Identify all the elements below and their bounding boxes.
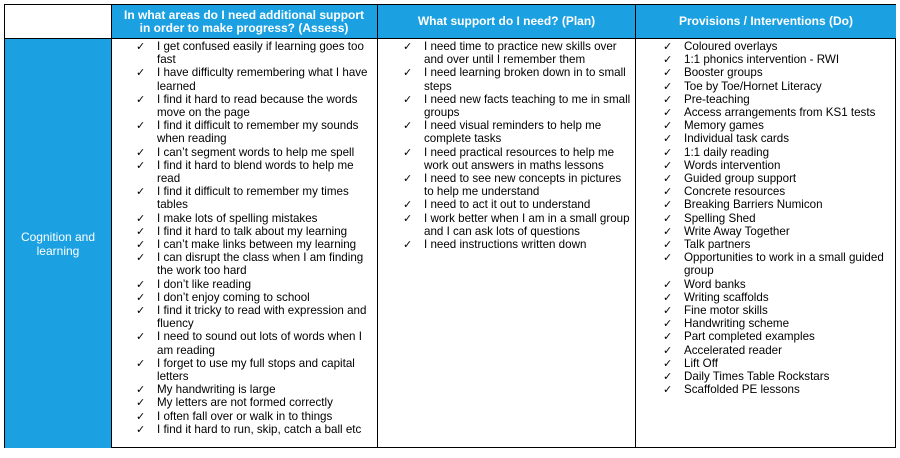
check-icon: ✓ [136,330,146,344]
check-icon: ✓ [663,132,673,146]
check-icon: ✓ [403,172,413,186]
list-item-text: I need new facts teaching to me in small groups [424,92,631,120]
check-icon: ✓ [663,92,673,106]
check-icon: ✓ [403,40,413,53]
check-icon: ✓ [136,119,146,133]
check-icon: ✓ [403,66,413,80]
provision-item [663,357,891,370]
check-icon: ✓ [663,172,673,186]
check-icon: ✓ [663,224,673,238]
list-item-text: I have difficulty remembering what I have learned [157,66,368,93]
header-blank-cell [5,5,111,38]
check-icon: ✓ [403,211,413,225]
provision-item [663,291,891,304]
provision-item [663,80,891,93]
provision-item [663,53,891,66]
col-divider-1 [111,5,112,447]
check-icon: ✓ [663,53,673,67]
list-item-text: I find it hard to talk about my learning [157,224,348,238]
check-icon: ✓ [663,251,673,265]
list-item-text: I need to see new concepts in pictures to help me understand [424,172,622,199]
list-item-text: Handwriting scheme [684,317,790,331]
check-icon: ✓ [663,277,673,291]
check-icon: ✓ [136,66,146,80]
provision-item [663,185,891,198]
list-item-text: Daily Times Table Rockstars [684,370,830,384]
provision-item [663,198,891,211]
list-item-text: Word banks [684,277,746,291]
check-icon: ✓ [136,251,146,265]
row-label-text: Cognition and learning [20,229,96,258]
list-item-text: Toe by Toe/Hornet Literacy [684,79,822,93]
list-item-text: Concrete resources [684,185,786,199]
check-icon: ✓ [663,370,673,384]
header-divider [5,38,895,39]
check-icon: ✓ [663,66,673,80]
assess-item [136,410,374,423]
check-icon: ✓ [136,396,146,410]
plan-list [403,40,631,251]
assess-item [136,357,374,383]
list-item-text: I can’t make links between my learning [157,238,357,252]
provision-item [663,304,891,317]
list-item-text: Individual task cards [684,132,790,146]
list-item-text: I find it hard to run, skip, catch a ball etc [157,422,362,436]
list-item-text: Memory games [684,119,764,133]
do-column [663,40,891,396]
check-icon: ✓ [663,145,673,159]
check-icon: ✓ [136,383,146,397]
check-icon: ✓ [136,185,146,199]
assess-item [136,291,374,304]
provision-item [663,106,891,119]
check-icon: ✓ [403,92,413,106]
check-icon: ✓ [136,145,146,159]
check-icon: ✓ [136,304,146,318]
check-icon: ✓ [403,119,413,133]
check-icon: ✓ [136,92,146,106]
check-icon: ✓ [136,277,146,291]
check-icon: ✓ [663,383,673,397]
check-icon: ✓ [136,290,146,304]
list-item-text: Words intervention [684,158,781,172]
list-item-text: I need time to practice new skills over and over until I remember them [424,40,617,67]
check-icon: ✓ [663,343,673,357]
list-item-text: Booster groups [684,66,763,80]
provision-item [663,40,891,53]
check-icon: ✓ [136,409,146,423]
check-icon: ✓ [136,158,146,172]
list-item-text: I find it hard to blend words to help me read [157,158,354,186]
provision-item [663,132,891,145]
list-item-text: I work better when I am in a small group and I can ask lots of questions [424,211,630,238]
plan-item [403,172,631,198]
list-item-text: 1:1 phonics intervention - RWI [684,53,840,67]
list-item-text: Opportunities to work in a small guided group [684,251,884,278]
assess-item [136,93,374,119]
check-icon: ✓ [663,317,673,331]
list-item-text: I find it tricky to read with expression and fluency [157,304,367,331]
check-icon: ✓ [663,158,673,172]
list-item-text: I need to act it out to understand [424,198,591,212]
assess-item [136,251,374,277]
check-icon: ✓ [403,198,413,212]
list-item-text: I don’t like reading [157,277,252,291]
check-icon: ✓ [663,238,673,252]
check-icon: ✓ [136,238,146,252]
assess-item [136,304,374,330]
check-icon: ✓ [136,224,146,238]
assess-item [136,238,374,251]
list-item-text: Coloured overlays [684,40,778,53]
check-icon: ✓ [663,185,673,199]
list-item-text: Fine motor skills [684,304,768,318]
support-plan-table [4,4,896,448]
check-icon: ✓ [663,198,673,212]
check-icon: ✓ [663,79,673,93]
do-list [663,40,891,396]
provision-item [663,172,891,185]
list-item-text: I need learning broken down in to small steps [424,66,626,93]
list-item-text: Accelerated reader [684,343,782,357]
assess-item [136,185,374,211]
provision-item [663,212,891,225]
provision-item [663,317,891,330]
assess-item [136,423,374,436]
header-assess: In what areas do I need additional support in order to make progress? (Assess) [111,5,377,38]
list-item-text: I need visual reminders to help me complete tasks [424,119,602,146]
list-item-text: I make lots of spelling mistakes [157,211,318,225]
assess-item [136,383,374,396]
assess-column [136,40,374,436]
list-item-text: My letters are not formed correctly [157,396,333,410]
list-item-text: I often fall over or walk in to things [157,409,333,423]
list-item-text: I don’t enjoy coming to school [157,290,310,304]
check-icon: ✓ [136,40,146,53]
check-icon: ✓ [663,290,673,304]
provision-item [663,238,891,251]
list-item-text: I find it hard to read because the words move on the page [157,92,358,120]
provision-item [663,119,891,132]
provision-item [663,278,891,291]
check-icon: ✓ [663,211,673,225]
check-icon: ✓ [136,422,146,436]
provision-item [663,66,891,79]
list-item-text: Writing scaffolds [684,290,769,304]
assess-list [136,40,374,436]
list-item-text: I get confused easily if learning goes too fast [157,40,364,67]
plan-item [403,119,631,145]
list-item-text: I need instructions written down [424,238,587,252]
list-item-text: I find it difficult to remember my times tables [157,185,349,212]
assess-item [136,212,374,225]
provision-item [663,330,891,343]
list-item-text: I can disrupt the class when I am finding the work too hard [157,251,364,278]
provision-item [663,93,891,106]
plan-item [403,40,631,66]
assess-item [136,225,374,238]
list-item-text: I need to sound out lots of words when I am reading [157,330,362,357]
check-icon: ✓ [403,238,413,252]
plan-item [403,146,631,172]
plan-item [403,198,631,211]
check-icon: ✓ [663,40,673,53]
assess-item [136,396,374,409]
assess-item [136,40,374,66]
provision-item [663,159,891,172]
assess-item [136,66,374,92]
check-icon: ✓ [403,145,413,159]
plan-item [403,238,631,251]
row-label-cognition [5,39,111,448]
list-item-text: Access arrangements from KS1 tests [684,106,876,120]
check-icon: ✓ [136,356,146,370]
provision-item [663,251,891,277]
provision-item [663,146,891,159]
check-icon: ✓ [663,106,673,120]
provision-item [663,344,891,357]
list-item-text: 1:1 daily reading [684,145,770,159]
list-item-text: Lift Off [684,356,718,370]
list-item-text: I can’t segment words to help me spell [157,145,355,159]
list-item-text: Talk partners [684,238,751,252]
provision-item [663,225,891,238]
col-divider-2 [377,5,378,447]
list-item-text: Scaffolded PE lessons [684,383,800,397]
list-item-text: I find it difficult to remember my sounds when reading [157,119,359,146]
check-icon: ✓ [663,304,673,318]
provision-item [663,383,891,396]
list-item-text: Breaking Barriers Numicon [684,198,823,212]
assess-item [136,278,374,291]
list-item-text: Part completed examples [684,330,815,344]
list-item-text: Pre-teaching [684,92,750,106]
list-item-text: I forget to use my full stops and capital letters [157,356,355,384]
check-icon: ✓ [663,119,673,133]
plan-item [403,212,631,238]
assess-item [136,119,374,145]
header-do: Provisions / Interventions (Do) [636,5,896,38]
assess-item [136,159,374,185]
list-item-text: Spelling Shed [684,211,756,225]
check-icon: ✓ [663,330,673,344]
check-icon: ✓ [136,211,146,225]
plan-column [403,40,631,251]
assess-item [136,146,374,159]
provision-item [663,370,891,383]
list-item-text: Write Away Together [684,224,790,238]
header-plan: What support do I need? (Plan) [378,5,635,38]
list-item-text: My handwriting is large [157,383,276,397]
plan-item [403,66,631,92]
list-item-text: I need practical resources to help me work out answers in maths lessons [424,145,615,172]
assess-item [136,330,374,356]
check-icon: ✓ [663,356,673,370]
plan-item [403,93,631,119]
col-divider-3 [635,5,636,447]
list-item-text: Guided group support [684,172,797,186]
